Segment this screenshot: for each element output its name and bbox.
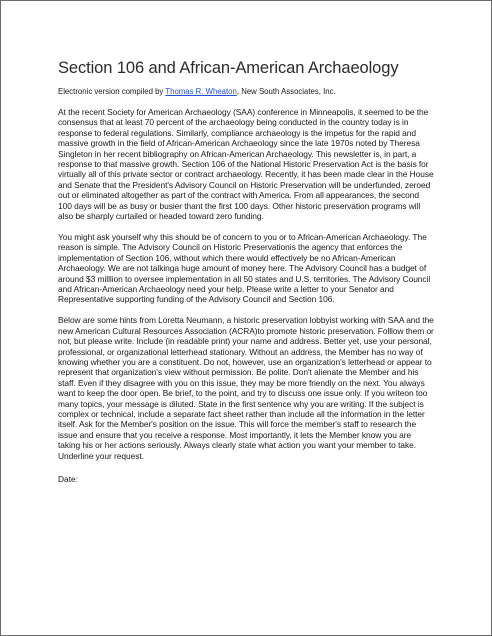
- paragraph-concern: You might ask yourself why this should be of concern to you or to African-American Archaeology. The reason is simple. The Advisory Council on Historic Preservationis the agency that enforces the implementation of Section 106, without which there would effectively be no African-American Archaeology. We are not talkinga huge amount of money here. The Advisory Council has a budget of around $3 milllion to oversee implementation in all 50 states and U.S. territories. The Advisory Council and African-American Archaeology need your help. Please write a letter to your Senator and Representative supporting funding of the Advisory Council and Section 106.: [58, 231, 431, 305]
- date-label: Date:: [58, 474, 79, 484]
- compiled-suffix: , New South Associates, Inc.: [236, 87, 336, 96]
- author-link[interactable]: Thomas R. Wheaton: [165, 87, 237, 96]
- document-body: [58, 58, 434, 484]
- compiled-by-line: [58, 87, 434, 97]
- paragraph-hints: Below are some hints from Loretta Neumann, a historic preservation lobbyist working with SAA and the new American Cultural Resources Association (ACRA)to promote historic preservation. Folllow them or not, but please write. Include (in readable print) your name and address. Better yet, use your personal, professional, or organizational letterhead stationary. Without an address, the Member has no way of knowing whether you are a constituent. Do not, however, use an organization's letterhead or appear to represent that organization's view without permission. Be polite. Don't alienate the Member and his staff. Even if they disagree with you on this issue, they may be more friendly on the next. You always want to keep the door open. Be brief, to the point, and try to discuss one issue only. If you writeon too many topics, your message is diluted. State in the first sentence why you are writing. If the subject is complex or technical, include a separate fact sheet rather than include all the information in the letter itself. Ask for the Member's position on the issue. This will force the member's staff to research the issue and ensure that you receive a response. Most importantly, it lets the Member know you are taking his or her actions seriously. Always clearly state what action you want your member to take. Underline your request.: [58, 315, 434, 461]
- compiled-prefix: Electronic version compiled by: [58, 87, 166, 96]
- paragraph-intro: At the recent Society for American Archaeology (SAA) conference in Minneapolis, it seemed to be the consensus that at least 70 percent of the archaeology being conducted in the country today is in response to federal regulations. Similarly, compliance archaeology is the impetus for the rapid and massive growth in the field of African-American Archaeology since the late 1970s noted by Theresa Singleton in her recent bibliography on African-American Archaeology. This newsletter is, in part, a response to that massive growth. Section 106 of the National Historic Preservation Act is the basis for virtually all of this private sector or contract archaeology. Recently, it has been made clear in the House and Senate that the President's Advisory Council on Historic Preservation will be underfunded, zeroed out or eliminated altogether as part of the contract with America. From all appearances, the second 100 days will be as busy or busier thant the first 100 days. Other historic preservation programs will also be sharply curtailed or headed toward zero funding.: [58, 107, 434, 222]
- document-title: Section 106 and African-American Archaeology: [58, 59, 399, 77]
